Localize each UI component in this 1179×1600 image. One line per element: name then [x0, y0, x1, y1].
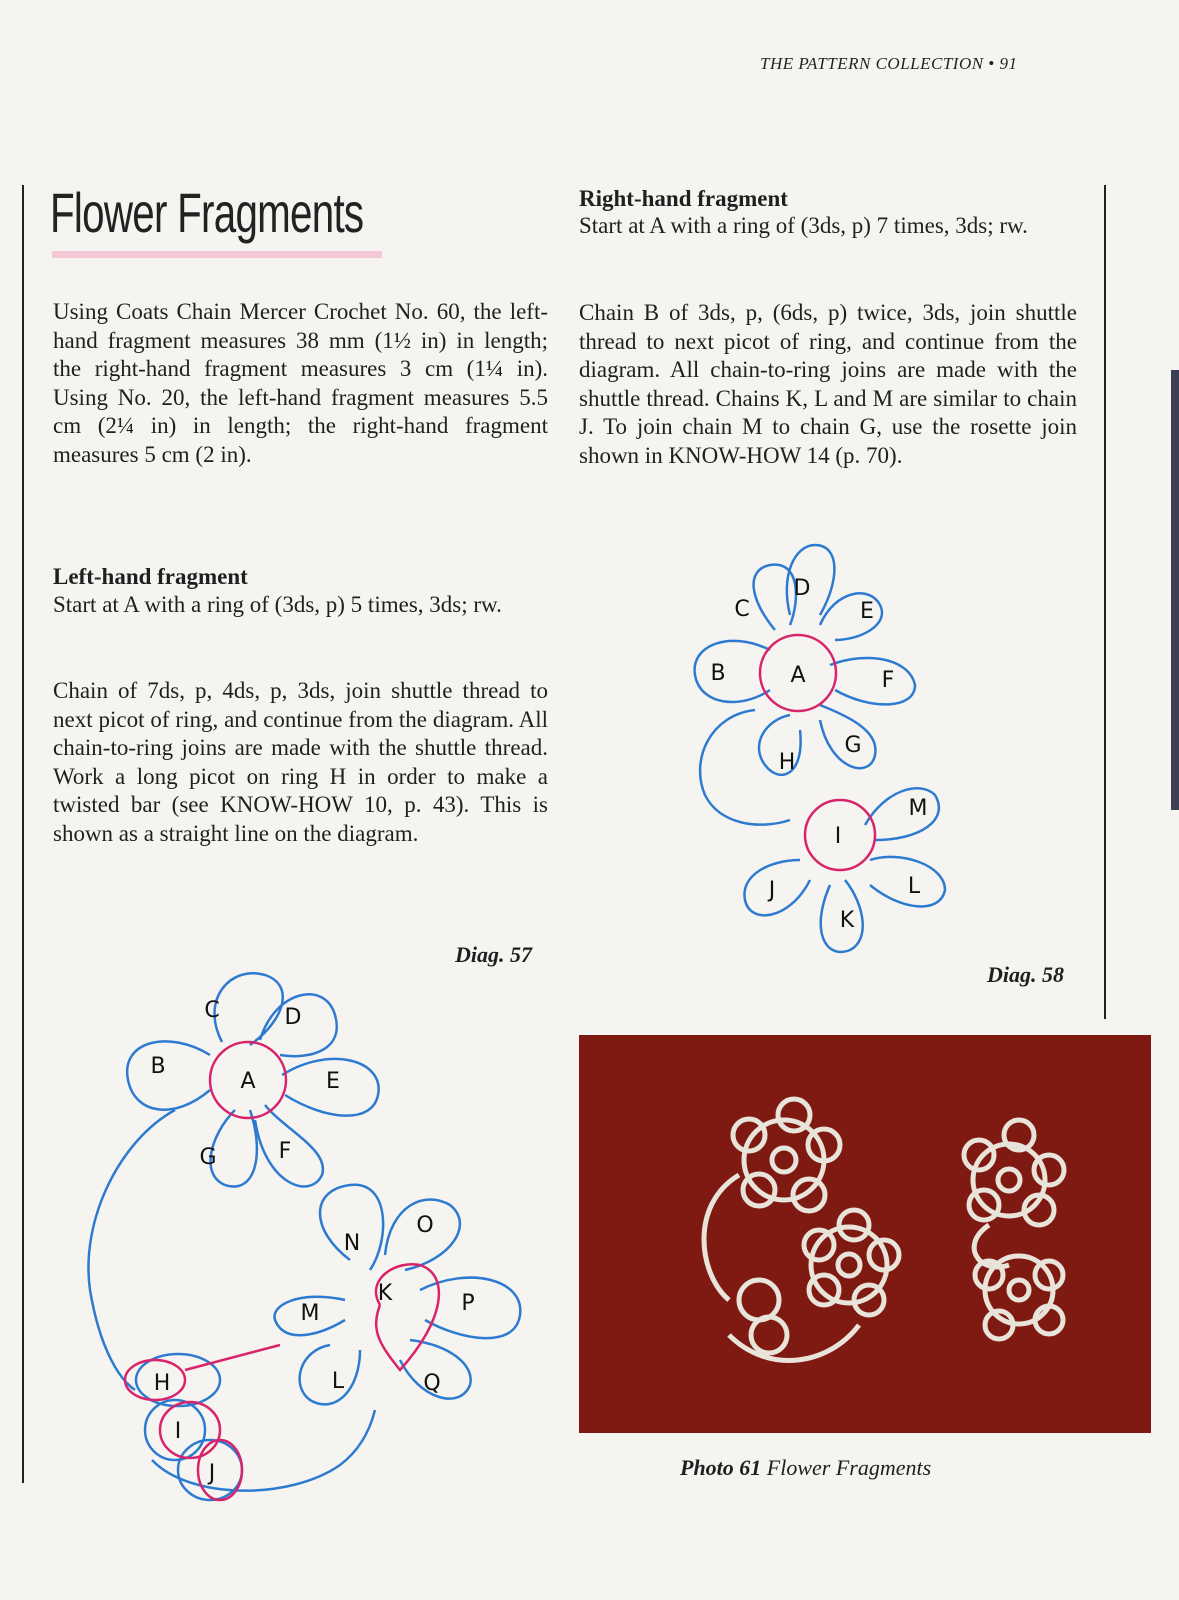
- running-head: THE PATTERN COLLECTION • 91: [760, 54, 1018, 73]
- diag57-petal-g: [211, 1110, 257, 1187]
- diag57-label-n: N: [343, 1231, 361, 1256]
- diag58-label-b: B: [710, 661, 726, 686]
- diag58-caption: Diag. 58: [987, 962, 1064, 987]
- diag57-label-h2: H: [153, 1371, 171, 1396]
- intro-paragraph: Using Coats Chain Mercer Crochet No. 60, the left-hand fragment measures 38 mm (1½ in) in length; the right-hand fragment measures 3 cm (1¼ in). Using No. 20, the left-hand fragment measures 5.5 cm (2¼ in) in length; the right-hand fragment measures 5 cm (2 in).: [53, 299, 548, 467]
- page-edge-tab: [1171, 370, 1179, 810]
- diag58-label-a: A: [790, 663, 806, 688]
- diag58-chain-15: [700, 710, 790, 825]
- diagram-57: [60, 960, 550, 1520]
- diag57-long-chain: [88, 1110, 175, 1390]
- diag57-label-a: A: [240, 1069, 256, 1094]
- diag58-label-f: F: [881, 668, 895, 693]
- right-column-rule: [1104, 185, 1106, 1019]
- diag58-label-l: L: [907, 874, 921, 899]
- photo-caption-number: Photo 61: [680, 1455, 762, 1480]
- diag57-label-m: M: [300, 1301, 320, 1326]
- diag57-label-c: C: [204, 998, 220, 1023]
- diag57-label-l: L: [331, 1369, 345, 1394]
- diag57-petal-n: [320, 1185, 383, 1270]
- diag58-label-e: E: [860, 599, 874, 624]
- diag57-label-k: K: [377, 1281, 393, 1306]
- right-fragment-instructions: Chain B of 3ds, p, (6ds, p) twice, 3ds, join shuttle thread to next picot of ring, and continue from the diagram. All chain-to-ring joins are made with the shuttle thread. Chains K, L and M are similar to chain J. To join chain M to chain G, use the rosette join shown in KNOW-HOW 14 (p. 70).: [579, 300, 1077, 468]
- diag57-label-i: I: [174, 1419, 182, 1444]
- diag58-chain-b: [695, 641, 770, 702]
- diag58-label-j: J: [768, 878, 776, 903]
- page-number: 91: [999, 54, 1018, 73]
- diag58-label-i: I: [834, 824, 842, 849]
- diag57-ring-i: [136, 1354, 220, 1406]
- diagram-58: [670, 530, 990, 990]
- diag57-petal-b: [127, 1041, 210, 1109]
- diag58-label-m: M: [908, 796, 928, 821]
- diag58-label-h: H: [778, 750, 796, 775]
- diag57-label-p: P: [461, 1291, 475, 1316]
- lace-photo: [579, 1035, 1151, 1433]
- left-fragment-heading: Left-hand fragment: [53, 564, 248, 589]
- right-fragment-start: Start at A with a ring of (3ds, p) 7 times, 3ds; rw.: [579, 213, 1028, 238]
- diag58-label-g: G: [844, 733, 862, 758]
- page-title: Flower Fragments: [50, 181, 364, 244]
- diag57-label-b: B: [150, 1054, 166, 1079]
- diag57-label-e: E: [326, 1069, 340, 1094]
- diag57-label-d: D: [284, 1005, 302, 1030]
- diag57-petal-c: [214, 973, 282, 1045]
- diag58-label-k: K: [839, 908, 855, 933]
- photo-caption-title: Flower Fragments: [761, 1455, 932, 1480]
- diag57-label-g: G: [199, 1145, 217, 1170]
- left-margin-rule: [22, 185, 24, 1483]
- diag57-label-q: Q: [423, 1371, 441, 1396]
- title-underline: [52, 251, 382, 258]
- left-fragment-start: Start at A with a ring of (3ds, p) 5 times, 3ds; rw.: [53, 592, 502, 617]
- tatted-lace-image: [579, 1035, 1151, 1433]
- photo-caption: [680, 1455, 931, 1481]
- diag57-label-f: F: [278, 1139, 292, 1164]
- diag57-caption: Diag. 57: [455, 942, 532, 967]
- diag58-label-d: D: [793, 576, 811, 601]
- right-fragment-heading: Right-hand fragment: [579, 186, 788, 211]
- diag57-label-o: O: [416, 1213, 434, 1238]
- left-fragment-instructions: Chain of 7ds, p, 4ds, p, 3ds, join shuttle thread to next picot of ring, and continue from the diagram. All chain-to-ring joins are made with the shuttle thread. Work a long picot on ring H in order to make a twisted bar (see KNOW-HOW 10, p. 43). This is shown as a straight line on the diagram.: [53, 678, 548, 846]
- diag58-chain-f: [830, 658, 915, 704]
- diag58-chain-j: [744, 860, 810, 915]
- diag58-label-c: C: [734, 597, 750, 622]
- diag57-petal-l: [300, 1345, 360, 1404]
- diag57-label-j: J: [208, 1461, 216, 1486]
